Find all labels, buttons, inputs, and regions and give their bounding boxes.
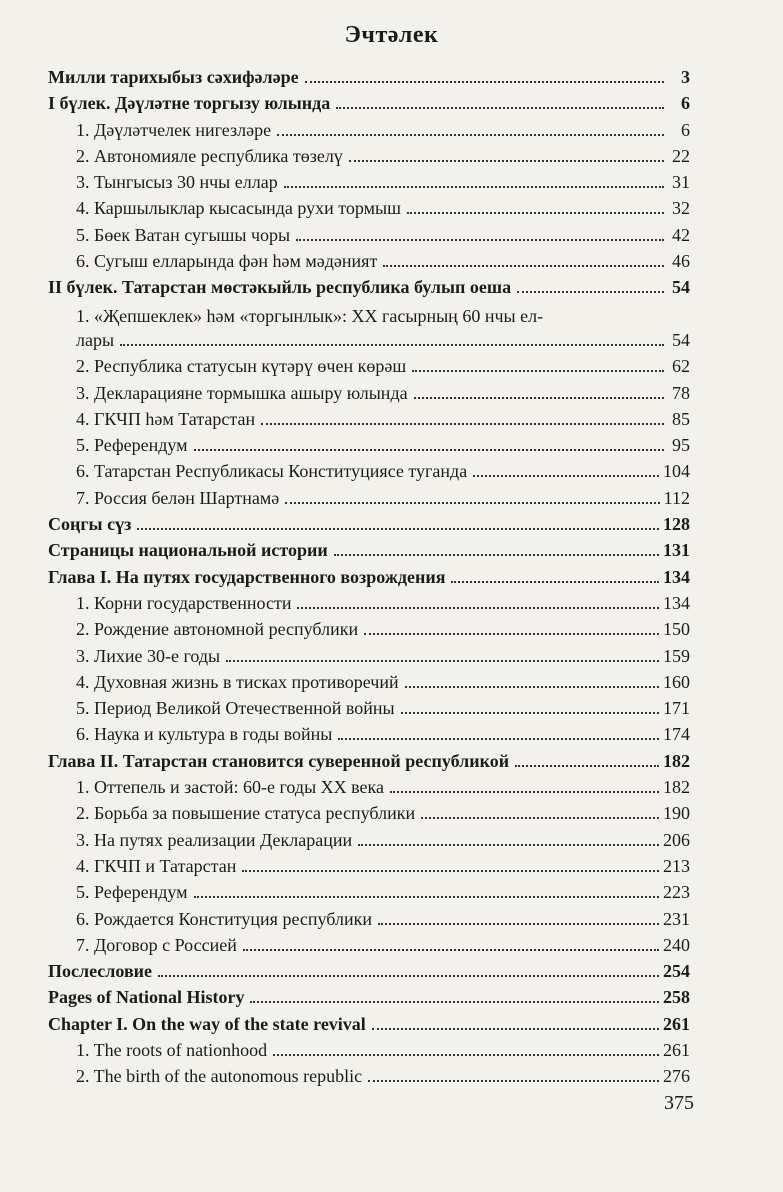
toc-entry[interactable] [48,119,690,145]
toc-entry-page: 54 [672,277,690,298]
toc-entry[interactable] [48,671,690,697]
toc-entry-page: 276 [663,1066,690,1087]
toc-entry-label: Послесловие [48,961,153,982]
toc-entry-label: 7. Договор с Россией [76,934,237,955]
dot-leader [250,1001,659,1003]
toc-entry[interactable] [48,697,690,723]
toc-entry-label: Chapter I. On the way of the state revival [48,1013,366,1034]
toc-entry-page: 95 [672,435,690,456]
toc-entry-label: II бүлек. Татарстан мөстәкыйль республика булып оеша [48,277,512,298]
toc-entry[interactable] [48,408,690,434]
toc-entry[interactable] [48,1013,690,1039]
toc-entry[interactable] [48,382,690,408]
toc-entry-page: 46 [672,251,690,272]
toc-entry-page: 104 [663,461,690,482]
dot-leader [473,475,659,477]
toc-entry-page: 261 [663,1013,690,1034]
toc-entry[interactable] [48,460,690,486]
toc-entry[interactable] [48,618,690,644]
toc-entry-label: I бүлек. Дәүләтне торгызу юлында [48,93,331,114]
toc-entry[interactable] [48,1039,690,1065]
dot-leader [412,370,664,372]
toc-entry-label: 3. Лихие 30-е годы [76,645,221,666]
dot-leader [305,81,664,83]
toc-entry-label: 5. Референдум [76,435,188,456]
dot-leader [284,186,664,188]
toc-entry[interactable] [48,750,690,776]
toc-entry-page: 150 [663,619,690,640]
table-of-contents [48,66,690,1092]
toc-entry-page: 159 [663,645,690,666]
toc-entry-label: Pages of National History [48,987,245,1008]
toc-entry-page: 22 [672,145,690,166]
toc-entry-page: 32 [672,198,690,219]
dot-leader [414,397,664,399]
toc-entry[interactable] [48,197,690,223]
toc-entry-label: 1. «Җепшеклек» һәм «торгынлык»: XX гасырның 60 нчы ел- [76,305,544,326]
toc-entry-page: 112 [663,487,690,508]
toc-entry-page: 78 [672,382,690,403]
dot-leader [273,1054,659,1056]
toc-entry[interactable] [48,145,690,171]
toc-entry-label: 1. Корни государственности [76,592,292,613]
toc-entry-label: 4. Каршылыклар кысасында рухи тормыш [76,198,402,219]
toc-entry-page: 62 [672,356,690,377]
toc-entry-page: 206 [663,829,690,850]
toc-entry[interactable] [48,434,690,460]
dot-leader [334,554,659,556]
dot-leader [451,581,659,583]
toc-entry-label: 2. Рождение автономной республики [76,619,359,640]
toc-entry-label: 6. Сугыш елларында фән һәм мәдәният [76,251,378,272]
toc-entry-label: 3. На путях реализации Декларации [76,829,353,850]
toc-entry-page: 174 [663,724,690,745]
toc-entry[interactable] [48,487,690,513]
toc-entry-label: Глава II. Татарстан становится суверенной республикой [48,750,510,771]
toc-entry-page: 213 [663,855,690,876]
toc-entry[interactable] [48,303,690,356]
toc-entry-page: 223 [663,882,690,903]
dot-leader [390,791,659,793]
toc-entry[interactable] [48,829,690,855]
dot-leader [242,870,659,872]
toc-entry[interactable] [48,908,690,934]
page-number: 375 [664,1092,694,1114]
dot-leader [401,712,659,714]
toc-entry[interactable] [48,776,690,802]
toc-entry[interactable] [48,539,690,565]
toc-entry-label: 4. ГКЧП и Татарстан [76,855,237,876]
toc-entry[interactable] [48,92,690,118]
toc-entry-page: 254 [663,961,690,982]
toc-entry-label: 6. Татарстан Республикасы Конституциясе туганда [76,461,468,482]
toc-entry-page: 134 [663,592,690,613]
toc-entry-label: 4. Духовная жизнь в тисках противоречий [76,671,399,692]
toc-entry[interactable] [48,802,690,828]
toc-entry-page: 31 [672,172,690,193]
toc-entry-label: Милли тарихыбыз сәхифәләре [48,67,299,87]
toc-entry[interactable] [48,645,690,671]
toc-entry[interactable] [48,592,690,618]
dot-leader [226,660,659,662]
dot-leader [407,212,664,214]
toc-entry-page: 6 [681,119,690,140]
dot-leader [364,633,659,635]
toc-entry-label: Глава I. На путях государственного возрождения [48,566,446,587]
toc-entry[interactable] [48,960,690,986]
toc-entry-label: 5. Период Великой Отечественной войны [76,698,395,719]
toc-entry-label: 3. Тынгысыз 30 нчы еллар [76,172,278,193]
toc-entry-page: 54 [672,329,690,350]
toc-entry-page: 128 [663,514,690,535]
toc-entry-label: 2. Республика статусын күтәрү өчен көрәш [76,356,407,377]
toc-entry[interactable] [48,224,690,250]
toc-entry-label: 1. Дәүләтчелек нигезләре [76,119,272,140]
toc-entry-page: 3 [681,67,690,87]
toc-entry[interactable] [48,723,690,749]
dot-leader [285,502,659,504]
dot-leader [137,528,659,530]
dot-leader [517,291,664,293]
dot-leader [158,975,659,977]
toc-entry-label: 3. Декларацияне тормышка ашыру юлында [76,382,408,403]
toc-entry-page: 261 [663,1039,690,1060]
toc-entry-label: 1. Оттепель и застой: 60-е годы XX века [76,777,385,798]
toc-entry-label: 4. ГКЧП һәм Татарстан [76,408,256,429]
toc-entry[interactable] [48,66,690,92]
dot-leader [194,449,664,451]
toc-entry-label: 2. The birth of the autonomous republic [76,1066,363,1087]
toc-entry-label: 1. The roots of nationhood [76,1039,268,1060]
toc-entry-label: Соңгы сүз [48,514,132,535]
toc-entry-page: 42 [672,224,690,245]
dot-leader [336,107,664,109]
toc-entry-page: 190 [663,803,690,824]
toc-entry-label: 6. Наука и культура в годы войны [76,724,333,745]
dot-leader [349,160,664,162]
toc-entry-page: 134 [663,566,690,587]
dot-leader [338,738,659,740]
toc-entry-page: 182 [663,777,690,798]
toc-entry[interactable] [48,513,690,539]
dot-leader [120,344,664,346]
toc-entry[interactable] [48,1065,690,1091]
toc-entry-label: 7. Россия белән Шартнамә [76,487,280,508]
toc-entry-page: 85 [672,408,690,429]
toc-entry-page: 131 [663,540,690,561]
dot-leader [421,817,659,819]
dot-leader [372,1028,659,1030]
dot-leader [243,949,659,951]
toc-entry-label: 2. Автономияле республика төзелү [76,145,343,166]
dot-leader [261,423,664,425]
toc-entry-page: 258 [663,987,690,1008]
toc-entry-label: 2. Борьба за повышение статуса республики [76,803,416,824]
toc-entry-label-continued: лары [76,329,115,350]
toc-entry-page: 182 [663,750,690,771]
dot-leader [296,239,664,241]
dot-leader [383,265,664,267]
toc-entry[interactable] [48,171,690,197]
toc-entry-page: 171 [663,698,690,719]
dot-leader [297,607,659,609]
toc-entry-page: 160 [663,671,690,692]
toc-entry-label: Страницы национальной истории [48,540,328,561]
toc-entry-label: 5. Бөек Ватан сугышы чоры [76,224,291,245]
dot-leader [358,844,659,846]
dot-leader [405,686,659,688]
toc-entry[interactable] [48,986,690,1012]
toc-entry[interactable] [48,881,690,907]
toc-entry[interactable] [48,934,690,960]
toc-entry-page: 240 [663,934,690,955]
toc-entry[interactable] [48,855,690,881]
dot-leader [515,765,659,767]
toc-entry[interactable] [48,355,690,381]
toc-entry-label: 5. Референдум [76,882,188,903]
dot-leader [194,896,659,898]
toc-entry-page: 6 [681,93,690,114]
toc-entry[interactable] [48,250,690,276]
toc-entry-page: 231 [663,908,690,929]
toc-entry-label: 6. Рождается Конституция республики [76,908,372,929]
dot-leader [277,134,664,136]
page-title: Эчтәлек [344,22,439,48]
dot-leader [378,923,659,925]
dot-leader [368,1080,659,1082]
toc-entry[interactable] [48,566,690,592]
toc-entry[interactable] [48,276,690,302]
